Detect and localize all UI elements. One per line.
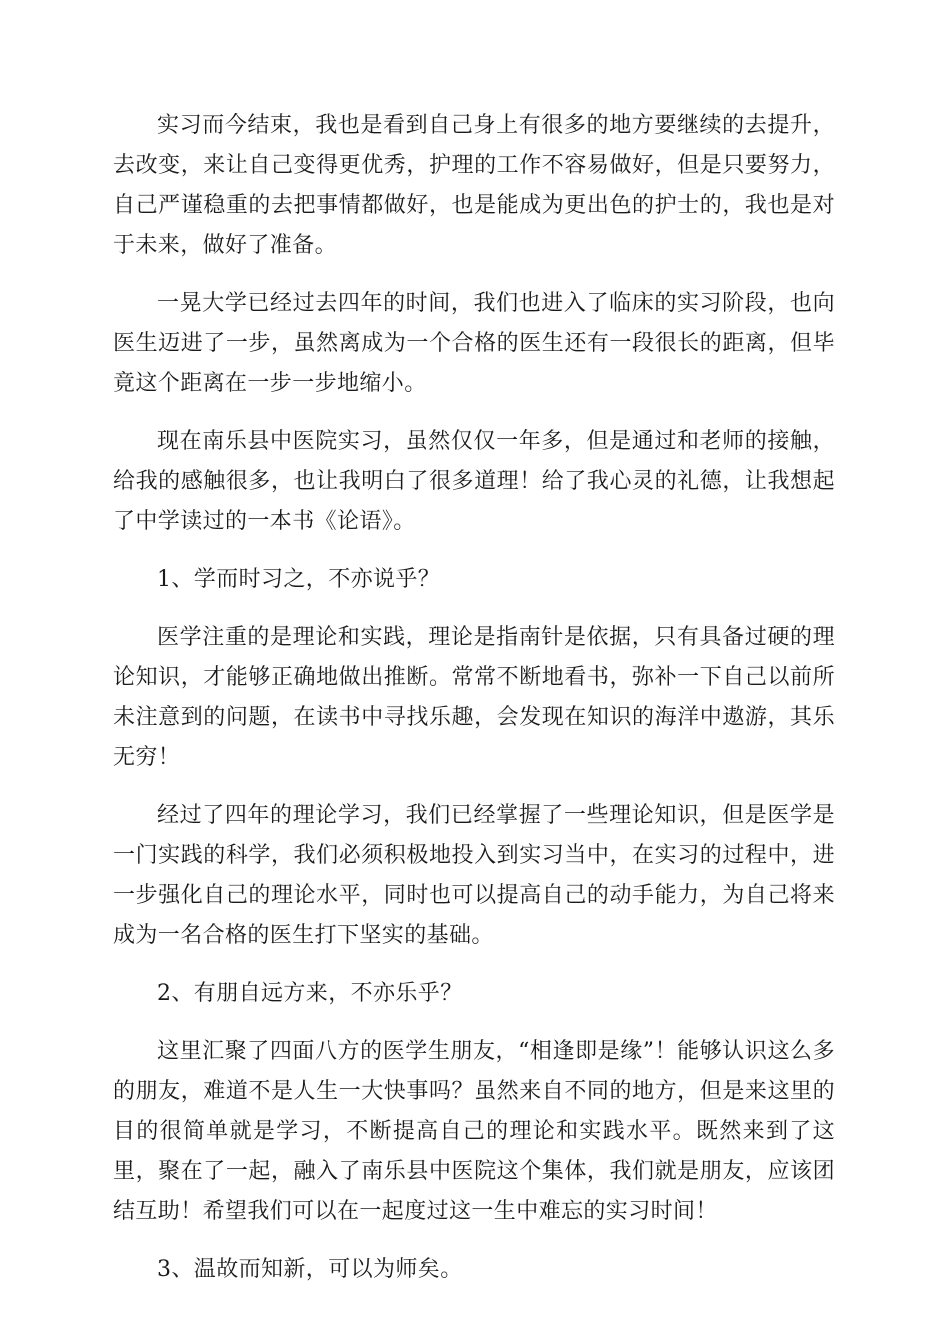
heading-point-1: 1、学而时习之，不亦说乎？ bbox=[157, 567, 441, 592]
paragraph-four-years-theory: 经过了四年的理论学习，我们已经掌握了一些理论知识，但是医学是一门实践的科学，我们必须积极地投入到实习当中，在实习的过程中，进一步强化自己的理论水平，同时也可以提高自己的动手能力，为自己将来成为一名合格的医生打下坚实的基础。 bbox=[113, 803, 835, 948]
heading-point-2: 2、有朋自远方来，不亦乐乎？ bbox=[157, 981, 463, 1006]
paragraph-internship-end: 实习而今结束，我也是看到自己身上有很多的地方要继续的去提升，去改变，来让自己变得更优秀，护理的工作不容易做好，但是只要努力，自己严谨稳重的去把事情都做好，也是能成为更出色的护士的，我也是对于未来，做好了准备。 bbox=[113, 113, 835, 258]
paragraph-theory-practice: 医学注重的是理论和实践，理论是指南针是依据，只有具备过硬的理论知识，才能够正确地做出推断。常常不断地看书，弥补一下自己以前所未注意到的问题，在读书中寻找乐趣，会发现在知识的海洋中遨游，其乐无穷！ bbox=[113, 625, 835, 770]
paragraph-four-years: 一晃大学已经过去四年的时间，我们也进入了临床的实习阶段，也向医生迈进了一步，虽然离成为一个合格的医生还有一段很长的距离，但毕竟这个距离在一步一步地缩小。 bbox=[113, 291, 835, 396]
paragraph-friends: 这里汇聚了四面八方的医学生朋友，“相逢即是缘”！能够认识这么多的朋友，难道不是人生一大快事吗？虽然来自不同的地方，但是来这里的目的很简单就是学习，不断提高自己的理论和实践水平。既然来到了这里，聚在了一起，融入了南乐县中医院这个集体，我们就是朋友，应该团结互助！希望我们可以在一起度过这一生中难忘的实习时间！ bbox=[113, 1039, 835, 1224]
document-body bbox=[113, 106, 835, 1290]
heading-point-3: 3、温故而知新，可以为师矣。 bbox=[157, 1257, 463, 1282]
paragraph-hospital-internship: 现在南乐县中医院实习，虽然仅仅一年多，但是通过和老师的接触，给我的感触很多，也让我明白了很多道理！给了我心灵的礼德，让我想起了中学读过的一本书《论语》。 bbox=[113, 429, 835, 534]
